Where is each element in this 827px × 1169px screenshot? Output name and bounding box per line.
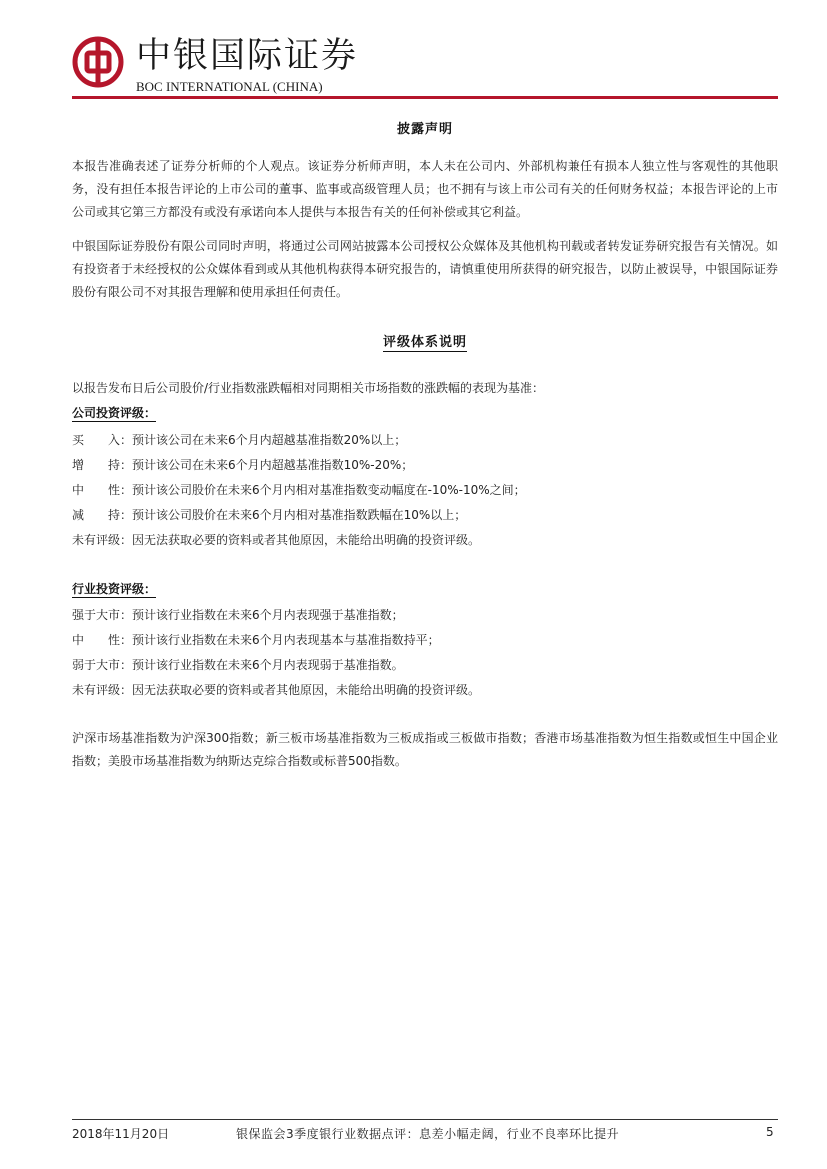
rating-label: 未有评级 <box>72 683 121 697</box>
header-divider <box>72 96 778 99</box>
rating-label: 买入 <box>72 433 120 447</box>
disclosure-paragraph-1: 本报告准确表述了证券分析师的个人观点。该证券分析师声明，本人未在公司内、外部机构兼任有损本人独立性与客观性的其他职务，没有担任本报告评论的上市公司的董事、监事或高级管理人员；也不拥有与该上市公司有关的任何财务权益；本报告评论的上市公司或其它第三方都没有或没有承诺向本人提供与本报告有关的任何补偿或其它利益。 <box>72 159 778 219</box>
footer-divider <box>72 1119 778 1120</box>
footer-report-title: 银保监会3季度银行业数据点评：息差小幅走阔，行业不良率环比提升 <box>236 1127 620 1141</box>
rating-label: 减持 <box>72 508 120 522</box>
company-rating-item <box>72 432 778 448</box>
rating-text: ：预计该行业指数在未来6个月内表现弱于基准指数。 <box>120 658 404 672</box>
page-number: 5 <box>766 1125 774 1139</box>
company-rating-item <box>72 507 778 523</box>
rating-text: ：预计该公司股价在未来6个月内相对基准指数跌幅在10%以上； <box>120 508 467 522</box>
disclosure-paragraph-2: 中银国际证券股份有限公司同时声明，将通过公司网站披露本公司授权公众媒体及其他机构刊载或者转发证券研究报告有关情况。如有投资者于未经授权的公众媒体看到或从其他机构获得本研究报告的，请慎重使用所获得的研究报告，以防止被误导，中银国际证券股份有限公司不对其报告理解和使用承担任何责任。 <box>72 239 778 299</box>
rating-label: 未有评级 <box>72 533 121 547</box>
rating-label: 中性 <box>72 633 120 647</box>
company-rating-item <box>72 532 778 548</box>
industry-rating-item <box>72 657 778 673</box>
rating-label: 中性 <box>72 483 120 497</box>
rating-label: 增持 <box>72 458 120 472</box>
rating-label: 强于大市 <box>72 608 121 622</box>
company-rating-heading: 公司投资评级： <box>72 406 157 420</box>
company-rating-item <box>72 457 778 473</box>
rating-text: ：预计该行业指数在未来6个月内表现强于基准指数； <box>120 608 404 622</box>
rating-text: ：预计该公司在未来6个月内超越基准指数10%-20%； <box>120 458 414 472</box>
rating-system-title-text: 评级体系说明 <box>382 335 467 350</box>
rating-system-title <box>72 331 778 350</box>
boc-logo-icon <box>72 36 124 88</box>
rating-text: ：因无法获取必要的资料或者其他原因，未能给出明确的投资评级。 <box>120 683 481 697</box>
disclosure-title: 披露声明 <box>396 122 453 137</box>
rating-system-intro: 以报告发布日后公司股价/行业指数涨跌幅相对同期相关市场指数的涨跌幅的表现为基准： <box>72 381 545 395</box>
rating-text: ：预计该公司在未来6个月内超越基准指数20%以上； <box>120 433 407 447</box>
brand-name-cn: 中银国际证券 <box>136 36 359 76</box>
company-rating-item <box>72 482 778 498</box>
industry-rating-item <box>72 682 778 698</box>
footer-date: 2018年11月20日 <box>72 1127 170 1141</box>
industry-rating-item <box>72 632 778 648</box>
rating-text: ：预计该公司股价在未来6个月内相对基准指数变动幅度在-10%-10%之间； <box>120 483 526 497</box>
benchmark-note: 沪深市场基准指数为沪深300指数；新三板市场基准指数为三板成指或三板做市指数；香港市场基准指数为恒生指数或恒生中国企业指数；美股市场基准指数为纳斯达克综合指数或标普500指数。 <box>72 731 778 768</box>
rating-text: ：预计该行业指数在未来6个月内表现基本与基准指数持平； <box>120 633 440 647</box>
rating-text: ：因无法获取必要的资料或者其他原因，未能给出明确的投资评级。 <box>120 533 481 547</box>
brand-name-en: BOC INTERNATIONAL (CHINA) <box>136 79 323 94</box>
industry-rating-item <box>72 607 778 623</box>
rating-label: 弱于大市 <box>72 658 121 672</box>
industry-rating-heading: 行业投资评级： <box>72 582 157 596</box>
